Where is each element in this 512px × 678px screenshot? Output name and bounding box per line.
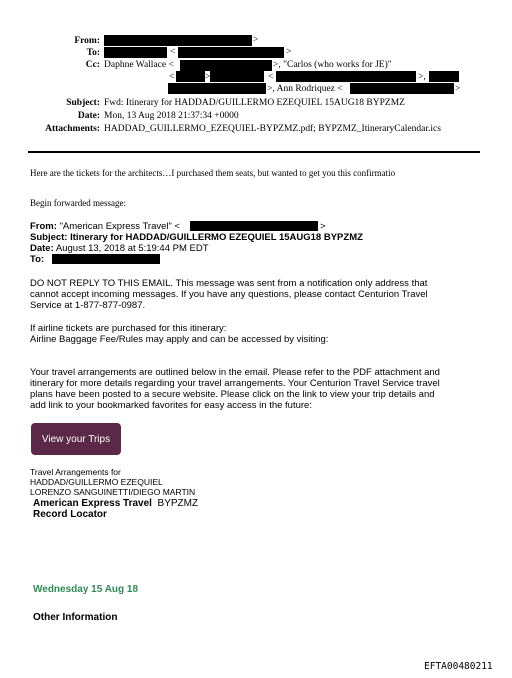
redaction-block — [429, 71, 459, 82]
redaction-block — [52, 254, 160, 264]
cc-name-daphne: Daphne Wallace < — [104, 60, 174, 70]
header-divider — [28, 151, 480, 153]
fwd-from-value: "American Express Travel" < — [59, 221, 181, 232]
notice-line-2: cannot accept incoming messages. If you have any questions, please contact Centurion Travel — [30, 289, 428, 300]
fwd-date-label: Date: — [30, 243, 54, 254]
to-label: To: — [86, 48, 100, 58]
notice-line-1: DO NOT REPLY TO THIS EMAIL. This message was sent from a notification only address that — [30, 278, 428, 289]
redaction-block — [190, 221, 318, 231]
arrangements-line-4: add link to your bookmarked favorites for easy access in the future: — [30, 400, 312, 411]
angle-open: < — [170, 47, 176, 57]
fwd-from-label: From: — [30, 221, 57, 232]
redaction-block — [180, 60, 272, 71]
attachments-label: Attachments: — [45, 124, 100, 134]
subject-value: Fwd: Itinerary for HADDAD/GUILLERMO EZEQUIEL 15AUG18 BYPZMZ — [104, 98, 405, 108]
arrangements-line-2: itinerary for more details regarding your travel arrangements. Your Centurion Travel Service travel — [30, 378, 440, 389]
baggage-line-1: If airline tickets are purchased for this itinerary: — [30, 323, 227, 334]
angle-close: > — [205, 72, 211, 82]
agency-label: American Express Travel — [33, 498, 152, 509]
baggage-line-2: Airline Baggage Fee/Rules may apply and can be accessed by visiting: — [30, 334, 329, 345]
travel-for-label: Travel Arrangements for — [30, 467, 121, 477]
fwd-date-row — [30, 243, 209, 254]
view-trips-button[interactable]: View your Trips — [31, 423, 121, 455]
fwd-subject-label: Subject: — [30, 232, 68, 243]
redaction-block — [350, 83, 454, 94]
day-heading: Wednesday 15 Aug 18 — [33, 584, 139, 595]
forwarded-label: Begin forwarded message: — [30, 198, 126, 208]
subject-label: Subject: — [66, 98, 100, 108]
angle-close: > — [455, 84, 461, 94]
traveler-2: LORENZO SANGUINETTI/DIEGO MARTIN — [30, 487, 196, 497]
redaction-block — [104, 35, 252, 46]
cc-name-ann: >, Ann Rodriquez < — [267, 84, 343, 94]
date-value: Mon, 13 Aug 2018 21:37:34 +0000 — [104, 111, 239, 121]
arrangements-line-1: Your travel arrangements are outlined below in the email. Please refer to the PDF attachment and — [30, 367, 440, 378]
bates-number: EFTA00480211 — [424, 661, 493, 672]
angle-close: >, — [418, 72, 426, 82]
angle-close: > — [286, 47, 292, 57]
redaction-block — [104, 47, 167, 58]
fwd-from-row — [30, 221, 180, 232]
redaction-block — [276, 71, 416, 82]
fwd-date-value: August 13, 2018 at 5:19:44 PM EDT — [55, 243, 209, 254]
other-info-label: Other Information — [33, 612, 118, 623]
angle-open: < — [268, 72, 274, 82]
notice-line-3: Service at 1-877-877-0987. — [30, 300, 146, 311]
record-locator-label: Record Locator — [33, 509, 107, 520]
fwd-to-label: To: — [30, 254, 45, 265]
arrangements-line-3: plans have been posted to a secure website. Please click on the link to view your trip details and — [30, 389, 435, 400]
attachments-value[interactable]: HADDAD_GUILLERMO_EZEQUIEL-BYPZMZ.pdf; BYPZMZ_ItineraryCalendar.ics — [104, 124, 441, 134]
from-label: From: — [74, 36, 100, 46]
redaction-block — [210, 71, 264, 82]
redaction-block — [178, 47, 284, 58]
fwd-subject-row — [30, 232, 363, 243]
angle-close: > — [253, 35, 259, 45]
agency-row — [33, 498, 198, 509]
angle-open: < — [169, 72, 175, 82]
date-label: Date: — [77, 111, 100, 121]
cc-name-carlos: >, "Carlos (who works for JE)" — [273, 60, 392, 70]
redaction-block — [168, 83, 266, 94]
intro-text: Here are the tickets for the architects…I purchased them seats, but wanted to get you this confirmatio — [30, 168, 396, 178]
cc-label: Cc: — [85, 60, 100, 70]
fwd-to-row — [30, 254, 44, 265]
record-code: BYPZMZ — [157, 498, 199, 509]
fwd-subject-value: Itinerary for HADDAD/GUILLERMO EZEQUIEL 15AUG18 BYPZMZ — [70, 232, 363, 243]
redaction-block — [176, 71, 205, 82]
angle-close: > — [320, 221, 326, 232]
traveler-1: HADDAD/GUILLERMO EZEQUIEL — [30, 477, 163, 487]
